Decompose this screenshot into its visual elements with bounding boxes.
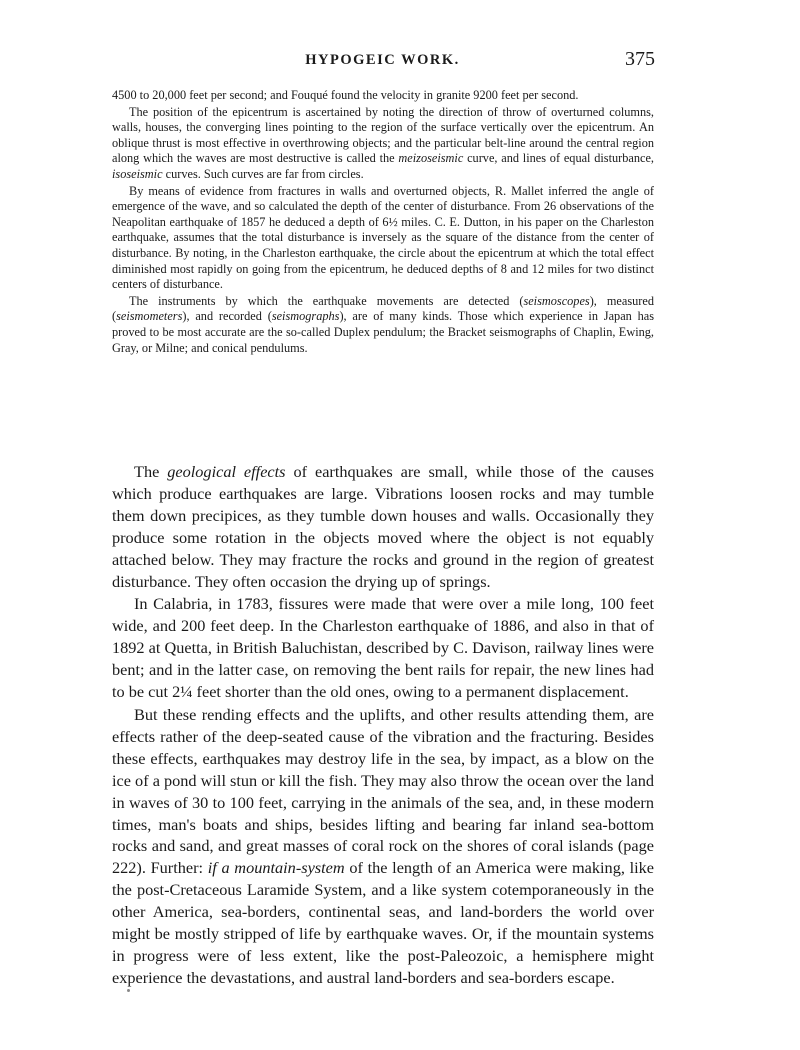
stray-ink-mark: [127, 989, 130, 992]
paragraph: [112, 88, 654, 104]
text-run: 4500 to 20,000 feet per second; and Fouqué found the velocity in granite 9200 feet per second.: [112, 88, 579, 102]
text-run: ), and recorded (: [182, 309, 272, 324]
italic-term: seismographs: [271, 309, 340, 324]
text-run: The instruments by which the earthquake movements are detected (: [129, 293, 524, 308]
italic-term: if a mountain-system: [207, 858, 345, 878]
text-run: By means of evidence from fractures in walls and overturned objects, R. Mallet inferred the angle of emergence of the wave, and so calculated the depth of the center of disturbance. From 26 observations of the Neapolitan earthquake of 1857 he deduced a depth of 6½ miles. C. E. Dutton, in his paper on the Charleston earthquake, assumes that the total disturbance is inversely as the square of the distance from the center of disturbance. By noting, in the Charleston earthquake, the circle about the epicentrum at which the total effect diminished most rapidly on going from the epicentrum, he deduced depths of 8 and 12 miles for two distinct centers of disturbance.: [112, 183, 654, 292]
small-print-section: [112, 88, 654, 357]
text-run: ), are of many kinds. Those which experience in Japan has proved to be most accurate are the so-called Duplex pendulum; the Bracket seismographs of Chaplin, Ewing, Gray, or Milne; and conical pendulums.: [112, 309, 654, 355]
italic-term: isoseismic: [112, 166, 163, 181]
italic-term: geological effects: [167, 462, 286, 481]
italic-term: seismoscopes: [523, 293, 590, 308]
text-run: of earthquakes are small, while those of the causes which produce earthquakes are large. Vibrations loosen rocks and may tumble them down precipices, as they tumble down houses and walls. Occasionally they produce some rotation in the objects moved where the object is not equably attached below. They may fracture the rocks and ground in the region of greatest disturbance. They often occasion the drying up of springs.: [112, 462, 655, 591]
paragraph: [112, 184, 654, 293]
paragraph: [112, 593, 654, 703]
page-header: [110, 50, 655, 74]
text-run: of the length of an America were making, like the post-Cretaceous Laramide System, and a like system cotemporaneously in the other America, sea-borders, continental seas, and land-borders the world over might be mostly stripped of life by earthquake waves. Or, if the mountain systems in progress were of less extent, like the post-Paleozoic, a hemisphere might experience the devastations, and austral land-borders and sea-borders escape.: [112, 858, 655, 987]
text-run: The position of the epicentrum is ascertained by noting the direction of throw of overturned columns, walls, houses, the converging lines pointing to the region of the surface vertically over the epicentrum. An oblique thrust is most effective in overthrowing objects; and the particular belt-line around the central region along which the waves are most destructive is called the: [112, 104, 654, 166]
paragraph: [112, 105, 654, 183]
text-run: The: [134, 462, 168, 481]
paragraph: [112, 461, 654, 592]
running-head: HYPOGEIC WORK.: [305, 52, 460, 68]
paragraph: [112, 704, 654, 989]
italic-term: meizoseismic: [398, 151, 464, 166]
text-run: curve, and lines of equal disturbance,: [463, 151, 655, 166]
text-run: In Calabria, in 1783, fissures were made that were over a mile long, 100 feet wide, and 200 feet deep. In the Charleston earthquake of 1886, and also in that of 1892 at Quetta, in British Baluchistan, described by C. Davison, railway lines were bent; and in the latter case, on removing the bent rails for repair, the new lines had to be cut 2¼ feet shorter than the old ones, owing to a permanent displacement.: [112, 594, 654, 702]
text-run: ), measured (: [112, 293, 654, 324]
text-run: But these rending effects and the uplifts, and other results attending them, are effects rather of the deep-seated cause of the vibration and the fracturing. Besides these effects, earthquakes may destroy life in the sea, by impact, as a blow on the ice of a pond will stun or kill the fish. They may also throw the ocean over the land in waves of 30 to 100 feet, carrying in the animals of the sea, and, in these modern times, man's boats and ships, besides lifting and bearing far inland sea-bottom rocks and sand, and great masses of coral rock on the shores of coral islands (page 222). Further:: [112, 704, 654, 878]
paragraph: [112, 294, 654, 356]
page-number: 375: [625, 48, 655, 70]
text-run: curves. Such curves are far from circles.: [162, 166, 364, 181]
italic-term: seismometers: [116, 309, 183, 324]
main-text-section: [112, 461, 654, 990]
